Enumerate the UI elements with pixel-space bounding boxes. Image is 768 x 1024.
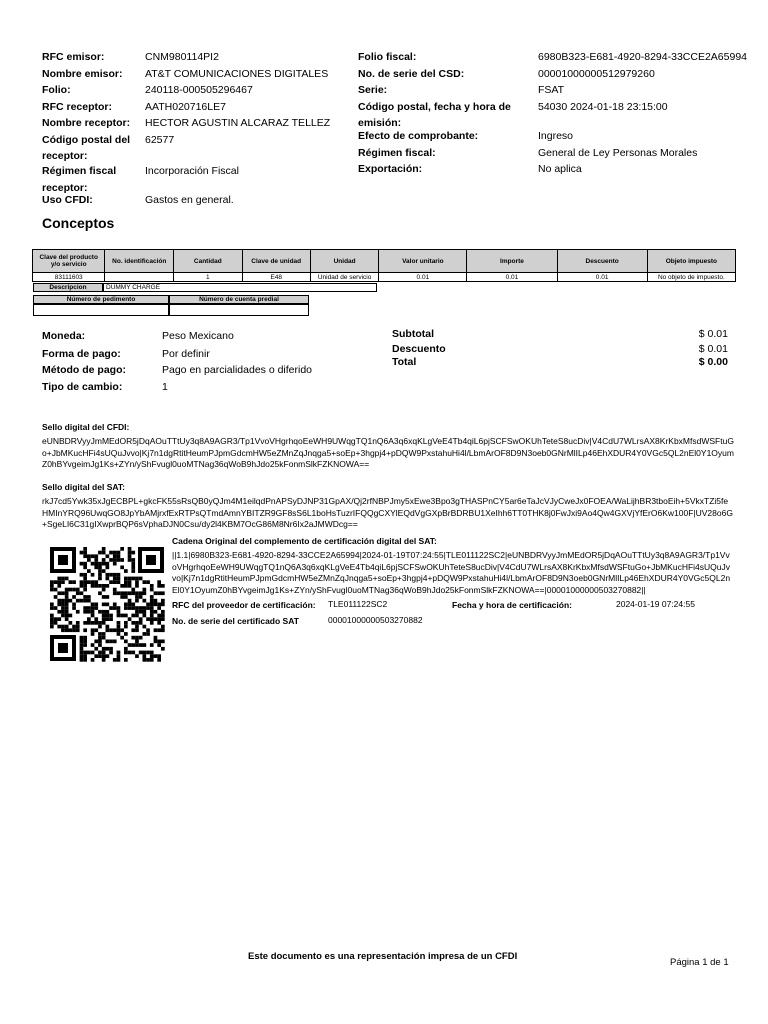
- label: Tipo de cambio:: [42, 381, 123, 393]
- label: Efecto de comprobante:: [358, 130, 479, 142]
- label: Serie:: [358, 84, 388, 96]
- label: Nombre emisor:: [42, 67, 123, 80]
- cert-serie-value: 00001000000503270882: [328, 615, 423, 625]
- value: Por definir: [162, 348, 210, 360]
- cell-objeto-impuesto: No objeto de impuesto.: [647, 273, 735, 282]
- descripcion-row: [33, 283, 377, 292]
- col-importe: Importe: [467, 250, 557, 273]
- col-cantidad: Cantidad: [174, 250, 242, 273]
- label: Folio:: [42, 84, 71, 96]
- label: Subtotal: [392, 328, 434, 340]
- cell-no-identificacion: [105, 273, 174, 282]
- cuenta-predial-label: Número de cuenta predial: [169, 295, 309, 304]
- table-row: [33, 273, 736, 282]
- value: Ingreso: [538, 130, 574, 142]
- value: CNM980114PI2: [145, 51, 219, 63]
- value: General de Ley Personas Morales: [538, 146, 698, 159]
- pedimento-value-row: [33, 304, 309, 316]
- sello-cfdi-value: eUNBDRVyyJmMEdOR5jDqAOuTTtUy3q8A9AGR3/Tp1VvoVHgrhqoEeWH9UWqgTQ1nQ6A3q6xqKLgVeE4Tb4qiL6pjSCFSwOKUhTeteS8ucDiv|V4CdU7WLrsAX8KrKbxMfsdWSFtuGo+JbMKucHFi4sUQuJvvo|Kj7n1dgRtitHeumPJpmGdcmHW5eZMnZqJnqga5+soEp+3hgpj4+pDQW9PxstahuHi4l/LbmArOF8D9N3oeb0GNrMlILp46EhXDUR4Y0VGc5QL2nEl0Y1OyumZ0hBYvgeimJg1Ks+ZYn/yShFvugl0uoMTNag36qWoB9hJdo25kFonmSlkFZKNOWA==: [42, 436, 734, 469]
- cuenta-predial-value: [169, 304, 309, 316]
- label: Moneda:: [42, 330, 86, 342]
- value: 6980B323-E681-4920-8294-33CCE2A65994: [538, 51, 747, 63]
- cell-valor-unitario: 0.01: [379, 273, 467, 282]
- pedimento-label: Número de pedimento: [33, 295, 169, 304]
- label: Total: [392, 356, 417, 368]
- value: FSAT: [538, 84, 565, 96]
- value: 62577: [145, 133, 175, 146]
- label: Exportación:: [358, 163, 423, 175]
- descripcion-value: DUMMY CHARGE: [103, 283, 377, 292]
- label: No. de serie del CSD:: [358, 67, 465, 80]
- value: AT&T COMUNICACIONES DIGITALES: [145, 67, 329, 80]
- cert-fecha-label: Fecha y hora de certificación:: [452, 600, 572, 610]
- value: 54030 2024-01-18 23:15:00: [538, 100, 668, 113]
- cell-clave-unidad: E48: [242, 273, 310, 282]
- label: Régimen fiscal receptor:: [42, 165, 117, 194]
- qr-code-image: [48, 545, 166, 663]
- cell-clave-producto: 83111603: [33, 273, 105, 282]
- descripcion-label: Descripcion: [33, 283, 103, 292]
- pedimento-row: [33, 295, 309, 304]
- value: 1: [162, 381, 168, 393]
- cell-cantidad: 1: [174, 273, 242, 282]
- col-clave-unidad: Clave de unidad: [242, 250, 310, 273]
- footer-text: Este documento es una representación impresa de un CFDI: [248, 951, 518, 962]
- label: Folio fiscal:: [358, 51, 417, 63]
- value: Incorporación Fiscal: [145, 165, 239, 177]
- label: Uso CFDI:: [42, 194, 93, 206]
- col-unidad: Unidad: [310, 250, 378, 273]
- sello-sat-title: Sello digital del SAT:: [42, 482, 125, 492]
- label: RFC emisor:: [42, 51, 105, 63]
- cert-rfc-value: TLE011122SC2: [328, 599, 388, 609]
- col-no-identificacion: No. identificación: [105, 250, 174, 273]
- label: Descuento: [392, 343, 446, 355]
- value: $ 0.01: [698, 328, 728, 340]
- value: AATH020716LE7: [145, 100, 226, 113]
- sello-cfdi-title: Sello digital del CFDI:: [42, 422, 130, 432]
- value: $ 0.00: [698, 356, 728, 368]
- label: Código postal, fecha y hora de emisión:: [358, 100, 511, 129]
- col-descuento: Descuento: [557, 250, 647, 273]
- value: Pago en parcialidades o diferido: [162, 364, 313, 376]
- cert-fecha-value: 2024-01-19 07:24:55: [616, 599, 695, 609]
- col-objeto-impuesto: Objeto impuesto: [647, 250, 735, 273]
- value: HECTOR AGUSTIN ALCARAZ TELLEZ: [145, 117, 331, 129]
- cell-unidad: Unidad de servicio: [310, 273, 378, 282]
- conceptos-title: Conceptos: [42, 215, 115, 231]
- label: Nombre receptor:: [42, 117, 131, 129]
- sello-sat-value: rkJ7cd5Ywk35xJgECBPL+gkcFK55sRsQB0yQJm4M1eilqdPnAPSyDJNP31GpAX/Qj2rfNBPJmy5xEwe3Bpo3gTHASPnCY5ar6eTaJcVJyCweJx0FOEA/WaLijhBR3tboEih+5VkxTZi5feHMInYRQ96UwqGO8JpYbAMjrxfExRTPsQTmdAmnYBITZR9GF8sS6L1boHsTuzrIFQQgCXYlEQdVgGXpBrBDRBU1XeIhh6TT0THK8j0FwJxi9Ao4Qw4GXVjYfErO6Kw100F|UV28o6G+SgeLI6C31gIXwprBQP6sVphaDJN0Csu/dy2l4KBM7OcG86M8Nr6Ix2aJMWDcg==: [42, 496, 733, 529]
- pedimento-value: [33, 304, 169, 316]
- cell-descuento: 0.01: [557, 273, 647, 282]
- cert-rfc-label: RFC del proveedor de certificación:: [172, 600, 316, 610]
- value: $ 0.01: [698, 343, 728, 355]
- cert-serie-label: No. de serie del certificado SAT: [172, 616, 299, 626]
- cell-importe: 0.01: [467, 273, 557, 282]
- value: Peso Mexicano: [162, 330, 234, 342]
- col-clave-producto: Clave del producto y/o servicio: [33, 250, 105, 273]
- value: Gastos en general.: [145, 194, 234, 206]
- cadena-title: Cadena Original del complemento de certificación digital del SAT:: [172, 536, 437, 546]
- table-header-row: [33, 250, 736, 273]
- value: No aplica: [538, 163, 582, 175]
- value: 00001000000512979260: [538, 67, 655, 80]
- label: Método de pago:: [42, 364, 126, 376]
- label: RFC receptor:: [42, 100, 113, 113]
- page-number: Página 1 de 1: [670, 957, 729, 968]
- col-valor-unitario: Valor unitario: [379, 250, 467, 273]
- conceptos-table: [32, 249, 736, 282]
- cadena-value: ||1.1|6980B323-E681-4920-8294-33CCE2A65994|2024-01-19T07:24:55|TLE011122SC2|eUNBDRVyyJmMEdOR5jDqAOuTTtUy3q8A9AGR3/Tp1VvoVHgrhqoEeWH9UWqgTQ1nQ6A3q6xqKLgVeE4Tb4qiL6pjSCFSwOKUhTeteS8ucDiv|V4CdU7WLrsAX8KrKbxMfsdWSFtuGo+JbMKucHFi4sUQuJvvo|Kj7n1dgRtitHeumPJpmGdcmHW5eZMnZqJnqga5+soEp+3hgpj4+pDQW9PxstahuHi4l/LbmArOF8D9N3oeb0GNrMlILp46EhXDUR4Y0VGc5QL2nEl0Y1OyumZ0hBYvgeimJg1Ks+ZYn/yShFvugl0uoMTNag36qWoB9hJdo25kFonmSlkFZKNOWA==|00001000000503270882||: [172, 550, 731, 595]
- label: Código postal del receptor:: [42, 133, 131, 162]
- label: Régimen fiscal:: [358, 146, 436, 159]
- value: 240118-000505296467: [145, 84, 253, 96]
- label: Forma de pago:: [42, 348, 121, 360]
